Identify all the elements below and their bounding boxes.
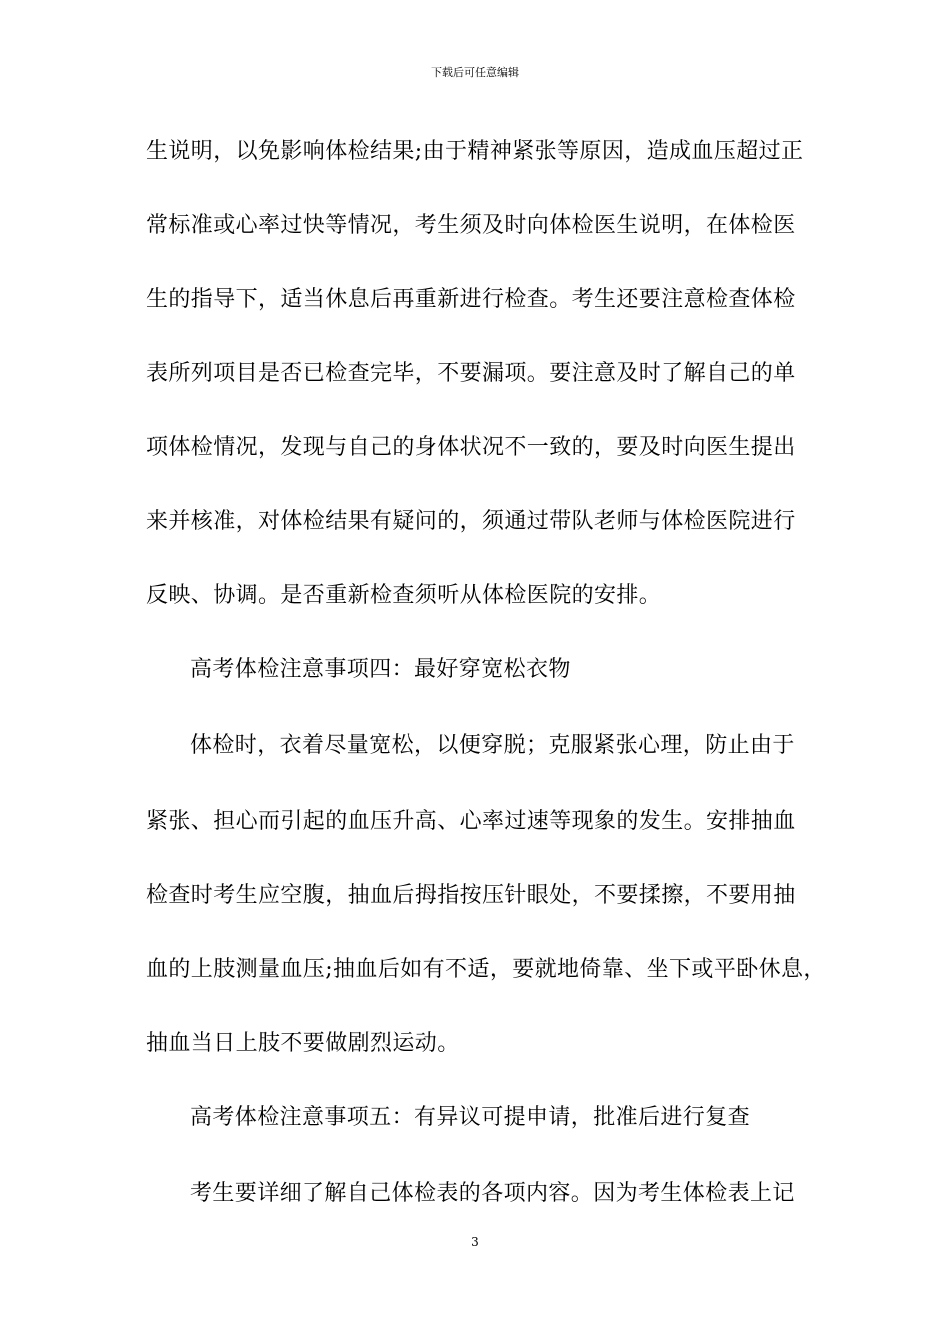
page-number: 3 <box>471 1235 479 1249</box>
paragraph-line: 来并核准，对体检结果有疑问的，须通过带队老师与体检医院进行 <box>146 509 796 534</box>
paragraph-line: 表所列项目是否已检查完毕，不要漏项。要注意及时了解自己的单 <box>146 361 796 386</box>
paragraph-line: 生的指导下，适当休息后再重新进行检查。考生还要注意检查体检 <box>146 287 796 312</box>
paragraph-line: 生说明，以免影响体检结果;由于精神紧张等原因，造成血压超过正 <box>146 139 804 164</box>
section-heading: 高考体检注意事项五：有异议可提申请，批准后进行复查 <box>190 1105 751 1130</box>
section-heading: 高考体检注意事项四：最好穿宽松衣物 <box>190 657 571 682</box>
paragraph-line: 常标准或心率过快等情况，考生须及时向体检医生说明，在体检医 <box>146 213 796 238</box>
paragraph-line: 反映、协调。是否重新检查须听从体检医院的安排。 <box>146 583 662 608</box>
page-header: 下载后可任意编辑 <box>431 66 519 79</box>
paragraph-line: 体检时，衣着尽量宽松，以便穿脱；克服紧张心理，防止由于 <box>190 733 795 758</box>
paragraph-line: 抽血当日上肢不要做剧烈运动。 <box>146 1031 460 1056</box>
paragraph-line: 血的上肢测量血压;抽血后如有不适，要就地倚靠、坐下或平卧休息， <box>146 957 826 982</box>
paragraph-line: 考生要详细了解自己体检表的各项内容。因为考生体检表上记 <box>190 1181 795 1206</box>
paragraph-line: 检查时考生应空腹，抽血后拇指按压针眼处，不要揉擦，不要用抽 <box>146 883 796 908</box>
paragraph-line: 项体检情况，发现与自己的身体状况不一致的，要及时向医生提出 <box>146 435 796 460</box>
paragraph-line: 紧张、担心而引起的血压升高、心率过速等现象的发生。安排抽血 <box>146 809 796 834</box>
